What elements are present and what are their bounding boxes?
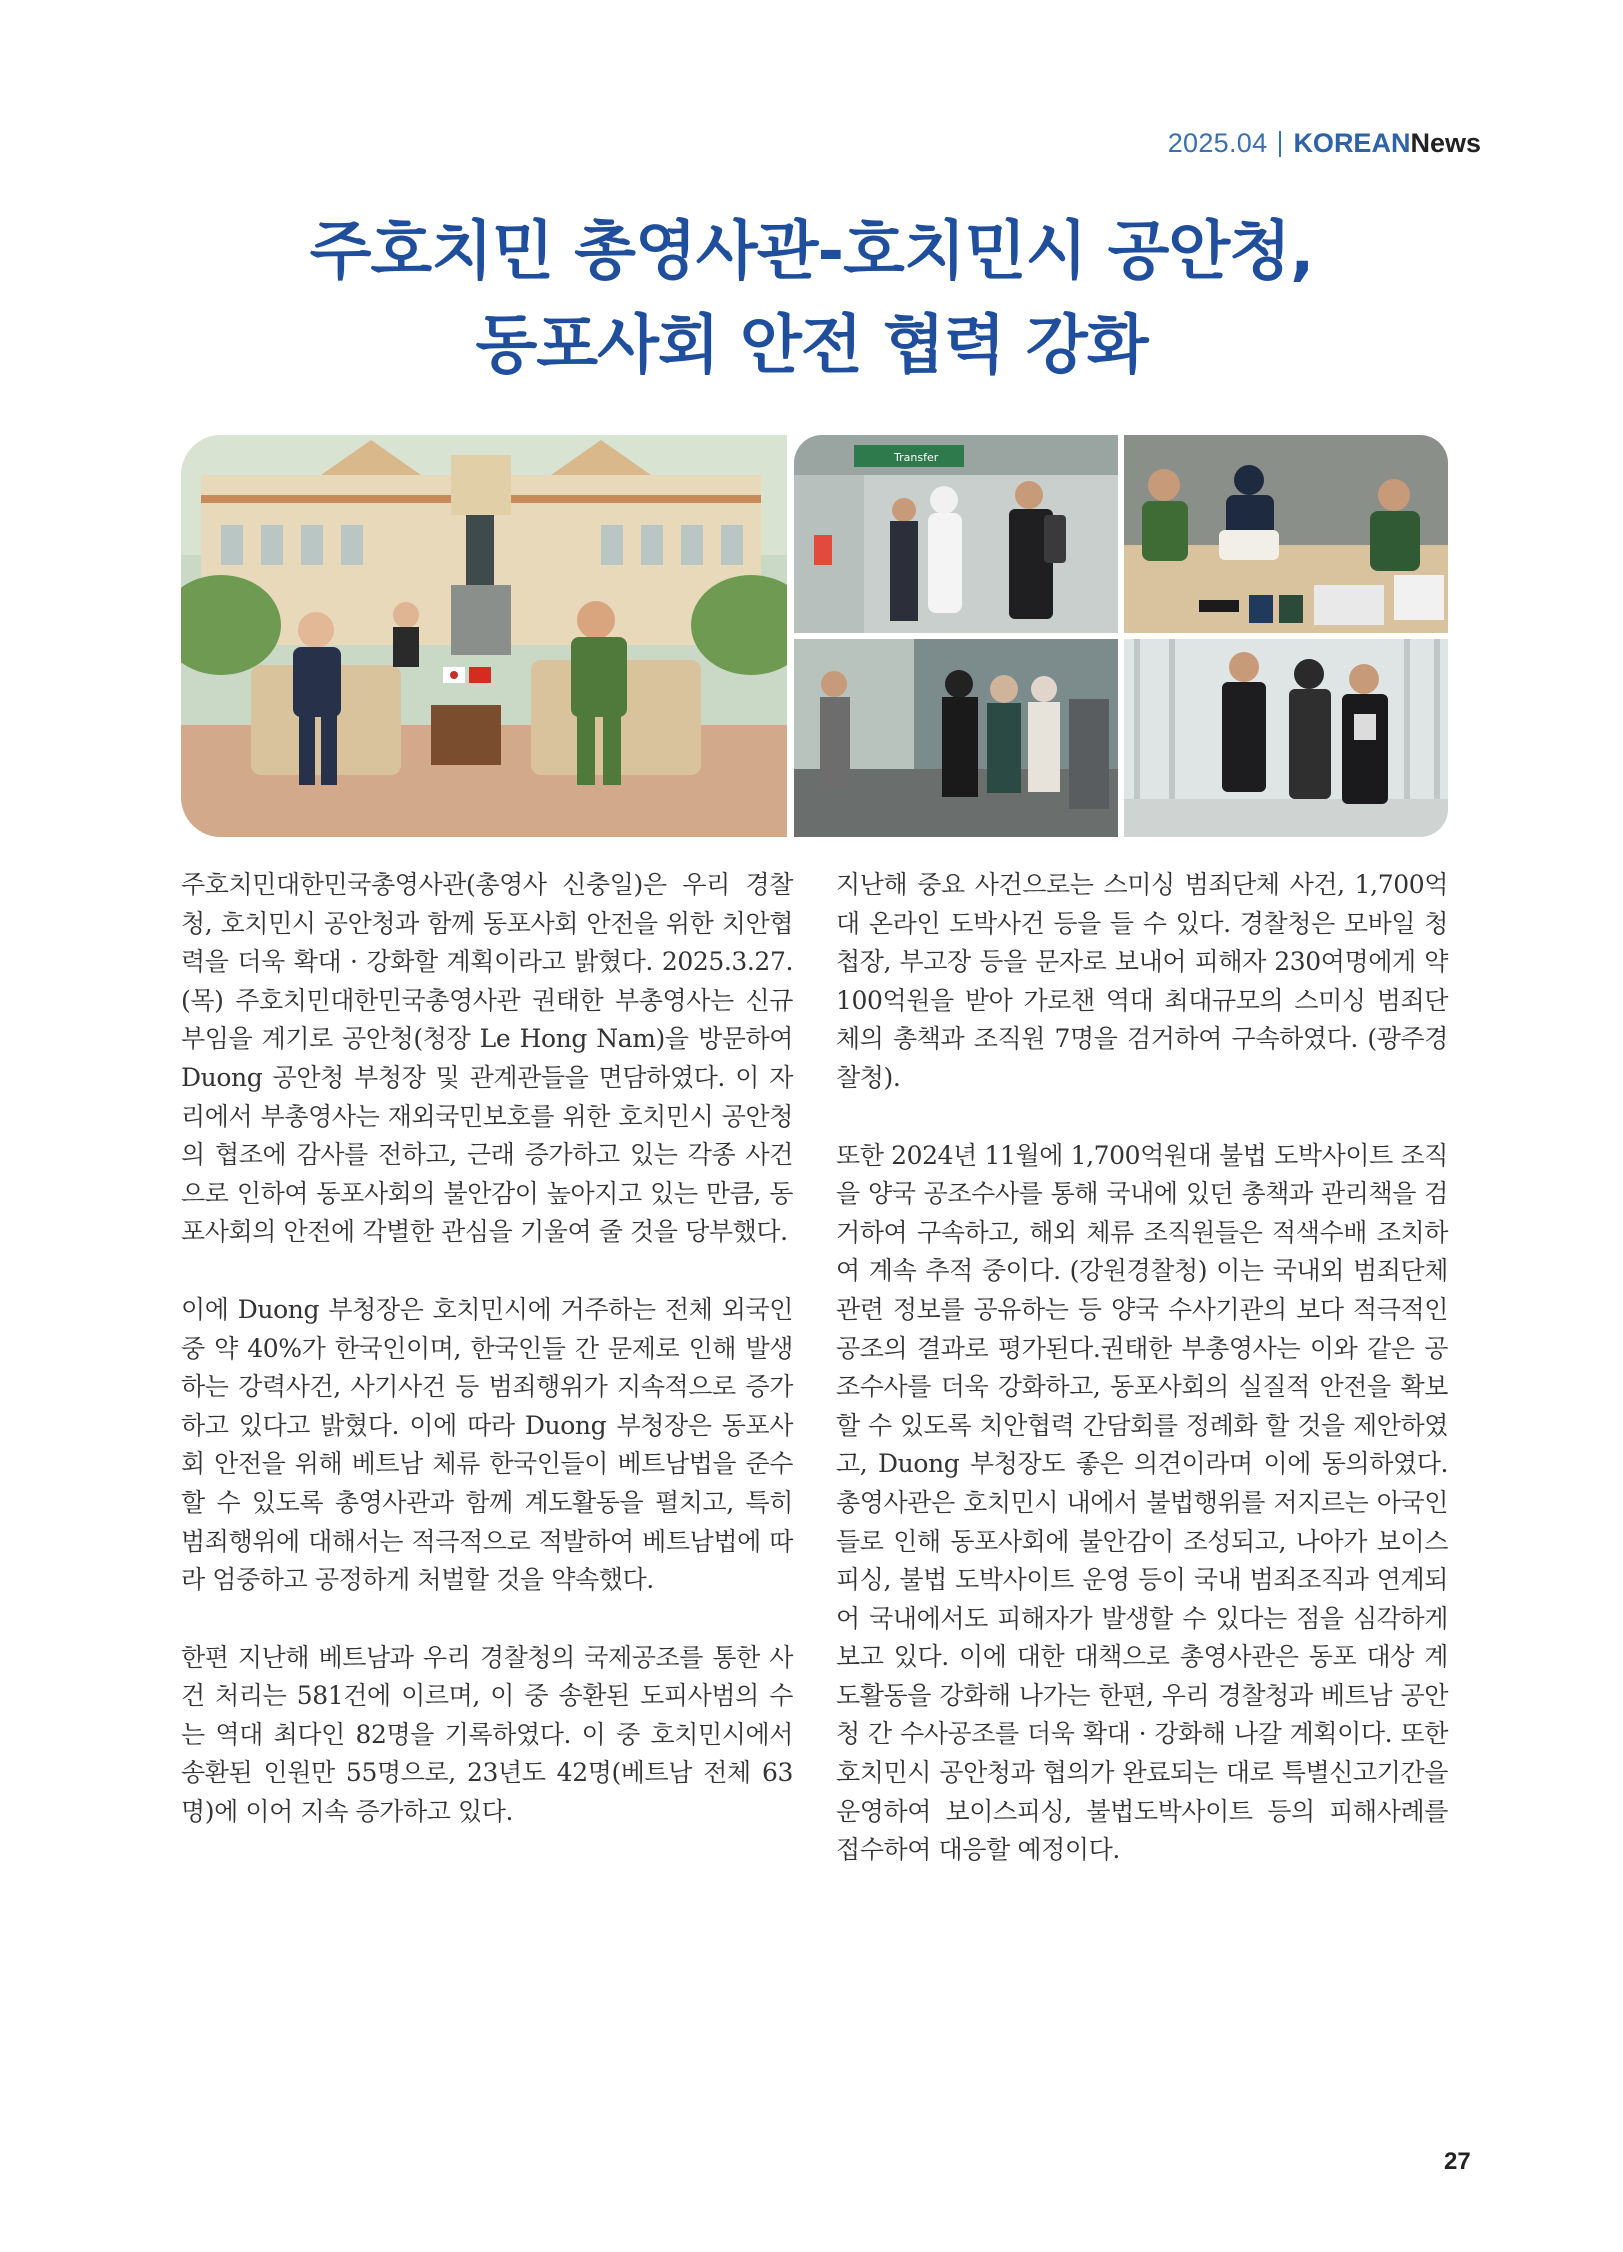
article-title-line-1: 주호치민 총영사관-호치민시 공안청, [309,215,1314,289]
photo-airport-transfer [794,435,1118,633]
magazine-brand [1293,128,1481,159]
article-column-right [836,866,1448,1870]
transfer-sign-text: Transfer [894,451,939,464]
article-column-left [181,866,793,1832]
photo-meeting [181,435,787,837]
photo-escort-corridor [794,639,1118,837]
paragraph: 이에 Duong 부청장은 호치민시에 거주하는 전체 외국인 중 약 40%가 한국인이며, 한국인들 간 문제로 인해 발생하는 강력사건, 사기사건 등 범죄행위가 지속적으로 증가하고 있다고 밝혔다. 이에 따라 Duong 부청장은 동포사회 안전을 위해 베트남 체류 한국인들이 베트남법을 준수할 수 있도록 총영사관과 함께 계도활동을 펼치고, 특히 범죄행위에 대해서는 적극적으로 적발하여 베트남법에 따라 엄중하고 공정하게 처벌할 것을 약속했다. [181,1294,793,1595]
paragraph: 지난해 중요 사건으로는 스미싱 범죄단체 사건, 1,700억대 온라인 도박사건 등을 들 수 있다. 경찰청은 모바일 청첩장, 부고장 등을 문자로 보내어 피해자 230여명에게 약 100억원을 받아 가로챈 역대 최대규모의 스미싱 범죄단체의 총책과 조직원 7명을 검거하여 구속하였다. (광주경찰청). [836,870,1448,1092]
article-title-line-2: 동포사회 안전 협력 강화 [475,309,1148,383]
paragraph: 한편 지난해 베트남과 우리 경찰청의 국제공조를 통한 사건 처리는 581건에 이르며, 이 중 송환된 도피사범의 수는 역대 최다인 82명을 기록하였다. 이 중 호치민시에서 송환된 인원만 55명으로, 23년도 42명(베트남 전체 63명)에 이어 지속 증가하고 있다. [181,1642,793,1827]
paragraph: 또한 2024년 11월에 1,700억원대 불법 도박사이트 조직을 양국 공조수사를 통해 국내에 있던 총책과 관리책을 검거하여 구속하고, 해외 체류 조직원들은 적색수배 조치하여 계속 추적 중이다. (강원경찰청) 이는 국내외 범죄단체 관련 정보를 공유하는 등 양국 수사기관의 보다 적극적인 공조의 결과로 평가된다.권태한 부총영사는 이와 같은 공조수사를 더욱 강화하고, 동포사회의 실질적 안전을 확보할 수 있도록 치안협력 간담회를 정례화 할 것을 제안하였고, Duong 부청장도 좋은 의견이라며 이에 동의하였다. 총영사관은 호치민시 내에서 불법행위를 저지르는 아국인들로 인해 동포사회에 불안감이 조성되고, 나아가 보이스피싱, 불법 도박사이트 운영 등이 국내 범죄조직과 연계되어 국내에서도 피해자가 발생할 수 있다는 점을 심각하게 보고 있다. 이에 대한 대책으로 총영사관은 동포 대상 계도활동을 강화해 나가는 한편, 우리 경찰청과 베트남 공안청 간 수사공조를 더욱 확대 · 강화해 나갈 계획이다. 또한 호치민시 공안청과 협의가 완료되는 대로 특별신고기간을 운영하여 보이스피싱, 불법도박사이트 등의 피해사례를 접수하여 대응할 예정이다. [836,1140,1448,1865]
header-divider [1279,131,1281,157]
brand-korean: KOREAN [1293,128,1411,158]
article-title [0,205,1623,393]
photo-airport-arrest [1124,639,1448,837]
issue-date: 2025.04 [1167,128,1268,158]
photo-collage [181,435,1448,837]
page-header [1168,128,1481,159]
photo-evidence-table [1124,435,1448,633]
paragraph: 주호치민대한민국총영사관(총영사 신충일)은 우리 경찰청, 호치민시 공안청과 함께 동포사회 안전을 위한 치안협력을 더욱 확대 · 강화할 계획이라고 밝혔다. 2025.3.27.(목) 주호치민대한민국총영사관 권태한 부총영사는 신규 부임을 계기로 공안청(청장 Le Hong Nam)을 방문하여 Duong 공안청 부청장 및 관계관들을 면담하였다. 이 자리에서 부총영사는 재외국민보호를 위한 호치민시 공안청의 협조에 감사를 전하고, 근래 증가하고 있는 각종 사건으로 인하여 동포사회의 불안감이 높아지고 있는 만큼, 동포사회의 안전에 각별한 관심을 기울여 줄 것을 당부했다. [181,870,793,1247]
page-number: 27 [1444,2148,1471,2175]
brand-news: News [1410,128,1481,158]
